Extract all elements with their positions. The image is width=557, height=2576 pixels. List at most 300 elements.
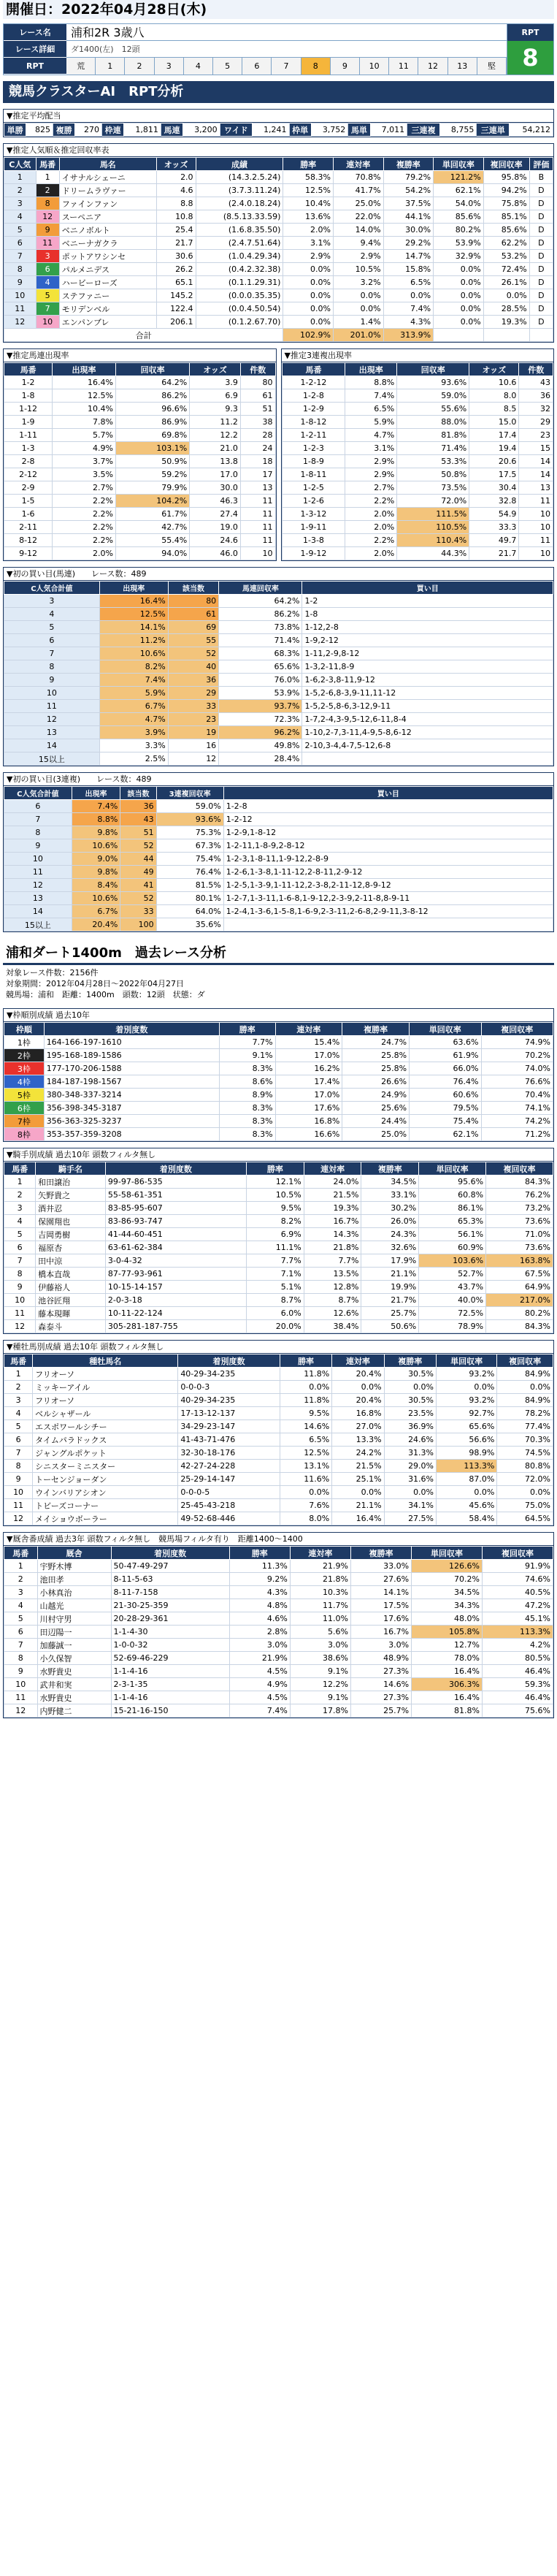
table-cell: 17.4% — [275, 1075, 342, 1089]
table-cell: 84.9% — [497, 1368, 553, 1381]
table-row — [4, 660, 553, 674]
col-header: 騎手名 — [36, 1162, 106, 1175]
table-cell: 17.0 — [190, 468, 241, 481]
buy1-table — [4, 581, 553, 766]
table-cell: 14.3% — [304, 1228, 361, 1241]
table-cell: 5.1% — [246, 1281, 304, 1294]
table-cell: ドリームラヴァー — [59, 184, 156, 197]
table-cell: 96.2% — [219, 726, 302, 739]
table-cell: 23 — [168, 713, 218, 726]
table-cell: 20.0% — [246, 1320, 304, 1333]
table-cell: 8枠 — [4, 1128, 45, 1141]
table-cell: 52 — [168, 647, 218, 660]
table-cell: 11 — [4, 1499, 33, 1512]
table-cell: 24.9% — [342, 1089, 410, 1102]
table-cell: 75.6% — [483, 1704, 553, 1718]
table-row — [4, 389, 276, 403]
table-row — [4, 442, 276, 455]
table-cell: 62.2% — [483, 237, 529, 250]
table-cell: 25.1% — [332, 1473, 384, 1486]
table-row — [4, 1175, 553, 1189]
jockey-header: ▼騎手別成績 過去10年 頭数フィルタ無し — [4, 1148, 553, 1162]
table-cell: 19 — [168, 726, 218, 739]
buy1-section — [3, 567, 554, 766]
table-row — [4, 495, 276, 508]
table-cell: 1.4% — [333, 316, 383, 329]
table-cell: 4 — [4, 1599, 38, 1612]
table-cell: 10.3% — [290, 1586, 350, 1599]
table-row — [4, 866, 553, 879]
table-cell: 12 — [168, 752, 218, 766]
table-cell: 19.3% — [304, 1202, 361, 1215]
table-cell: 6 — [4, 237, 37, 250]
table-cell: 111.5% — [397, 508, 469, 521]
table-cell: 36.9% — [384, 1420, 436, 1433]
table-cell: 80 — [240, 376, 275, 389]
table-cell: 25.0% — [333, 197, 383, 210]
table-cell: 41-44-60-451 — [105, 1228, 246, 1241]
table-cell: 3 — [4, 1202, 36, 1215]
table-row — [4, 1665, 553, 1678]
table-cell: 24.4% — [342, 1115, 410, 1128]
table-cell: 9 — [36, 224, 59, 237]
table-cell: 4.7% — [99, 713, 168, 726]
table-cell: 10.6% — [99, 647, 168, 660]
table-row — [4, 1612, 553, 1626]
payout-label: 三連単 — [477, 123, 510, 137]
table-row — [4, 1599, 553, 1612]
table-row — [4, 892, 553, 905]
table-cell: 86.2% — [219, 608, 302, 621]
table-cell: 11 — [240, 521, 275, 534]
table-cell: イサナルシェーニ — [59, 171, 156, 184]
table-cell: フリオーソ — [33, 1368, 178, 1381]
table-cell: 50.9% — [115, 455, 189, 468]
table-cell: 8.2% — [246, 1215, 304, 1228]
table-cell: (0.0.4.50.54) — [196, 302, 283, 316]
table-cell: 69 — [168, 621, 218, 634]
table-cell: 11 — [519, 495, 553, 508]
table-cell: 74.9% — [481, 1036, 553, 1049]
col-header: 勝率 — [246, 1162, 304, 1175]
meta-conditions: 競馬場：浦和 距離：1400m 頭数：12頭 状態：ダ — [6, 990, 205, 999]
table-row — [4, 713, 553, 726]
table-cell: D — [529, 224, 553, 237]
table-cell: 44.1% — [383, 210, 434, 224]
col-header: 複回収率 — [483, 1547, 553, 1560]
table-cell: 6.0% — [246, 1307, 304, 1320]
table-cell: 3 — [4, 197, 37, 210]
table-cell: 7.6% — [280, 1499, 331, 1512]
table-cell: 73.2% — [486, 1202, 553, 1215]
table-cell: 6.7% — [99, 700, 168, 713]
table-row — [4, 1128, 553, 1141]
table-cell: 36 — [168, 674, 218, 687]
table-cell: 12.5% — [99, 608, 168, 621]
table-cell: 53.9% — [434, 237, 484, 250]
table-cell: 74.0% — [481, 1062, 553, 1075]
table-cell: 73.5% — [397, 481, 469, 495]
table-cell: 10.6 — [469, 376, 519, 389]
sanrenpuku-table — [282, 362, 554, 560]
table-cell: 5.6% — [290, 1626, 350, 1639]
table-cell: 2.7% — [345, 481, 397, 495]
table-cell: 4枠 — [4, 1075, 45, 1089]
table-cell: 11.2 — [190, 416, 241, 429]
payout-value: 1,241 — [252, 123, 289, 137]
table-row — [4, 647, 553, 660]
table-row — [4, 1062, 553, 1075]
rpt-scale-cell: 1 — [96, 58, 125, 75]
table-cell: 12.6% — [304, 1307, 361, 1320]
rpt-scale-cell: 荒 — [66, 58, 96, 75]
table-cell: 21.8% — [290, 1573, 350, 1586]
table-cell: 矢野貴之 — [36, 1189, 106, 1202]
table-cell: 1-2-3 — [282, 442, 345, 455]
table-cell: 13 — [4, 892, 72, 905]
table-cell: 7.4% — [229, 1704, 290, 1718]
table-row — [4, 1460, 553, 1473]
table-cell: 34.1% — [384, 1499, 436, 1512]
table-cell: 6.5% — [383, 276, 434, 289]
rpt-scale-cell: 3 — [155, 58, 184, 75]
table-cell: 32 — [519, 403, 553, 416]
table-cell: 36 — [120, 800, 156, 813]
table-cell: 35.6% — [156, 918, 223, 931]
table-cell: 10 — [240, 547, 275, 560]
table-row — [4, 1189, 553, 1202]
buy2-table — [4, 786, 553, 931]
col-header: 連対率 — [275, 1023, 342, 1036]
table-cell: 56.6% — [437, 1433, 497, 1447]
table-cell: 1-0-0-32 — [111, 1639, 229, 1652]
table-cell: 1-8 — [4, 389, 53, 403]
table-cell: 8.8% — [345, 376, 397, 389]
table-cell: 8.7% — [304, 1294, 361, 1307]
table-cell: 1-9 — [4, 416, 53, 429]
table-cell: 7.4% — [99, 674, 168, 687]
col-header: 複勝率 — [342, 1023, 410, 1036]
table-cell: 10 — [4, 1486, 33, 1499]
table-cell: 1-5,2-6,8-3,9-11,11-12 — [302, 687, 553, 700]
rpt-scale-cell: 9 — [331, 58, 360, 75]
table-cell: 104.2% — [115, 495, 189, 508]
table-cell: 1-8 — [302, 608, 553, 621]
table-cell: 12.8% — [304, 1281, 361, 1294]
table-cell: 55.6% — [397, 403, 469, 416]
avg-payout-section — [3, 109, 554, 137]
table-cell: 356-398-345-3187 — [44, 1102, 219, 1115]
table-cell: 126.6% — [412, 1560, 483, 1573]
table-row — [4, 1407, 553, 1420]
table-cell: 30.6 — [156, 250, 196, 263]
table-cell: 53.2% — [483, 250, 529, 263]
table-cell: 4.5% — [229, 1665, 290, 1678]
table-row — [4, 276, 553, 289]
table-cell: 353-357-359-3208 — [44, 1128, 219, 1141]
table-cell: 13 — [240, 481, 275, 495]
table-cell: 1枠 — [4, 1036, 45, 1049]
table-cell: 1-1-4-16 — [111, 1665, 229, 1678]
table-cell: 61 — [240, 389, 275, 403]
table-cell: 75.4% — [156, 853, 223, 866]
table-cell: 55-58-61-351 — [105, 1189, 246, 1202]
table-cell: 51 — [120, 826, 156, 839]
col-header: 単回収率 — [434, 158, 484, 171]
table-cell: 21.7 — [156, 237, 196, 250]
col-header: 種牡馬名 — [33, 1354, 178, 1368]
table-cell: 9-12 — [4, 547, 53, 560]
col-header: 馬番 — [36, 158, 59, 171]
table-cell: 27.5% — [384, 1512, 436, 1525]
table-cell: 酒井忍 — [36, 1202, 106, 1215]
table-cell: 17.4 — [469, 429, 519, 442]
table-cell: 76.0% — [219, 674, 302, 687]
table-cell: 7.1% — [246, 1268, 304, 1281]
table-cell: 84.9% — [497, 1394, 553, 1407]
table-cell: 0.0% — [333, 302, 383, 316]
table-cell: 3.3% — [99, 739, 168, 752]
table-cell: D — [529, 210, 553, 224]
table-cell: 14 — [4, 905, 72, 918]
table-cell: 8 — [4, 1268, 36, 1281]
table-cell: 8-11-5-63 — [111, 1573, 229, 1586]
table-cell: 75.3% — [156, 826, 223, 839]
col-header: 勝率 — [283, 158, 334, 171]
table-cell: ステファニー — [59, 289, 156, 302]
col-header: 買い目 — [302, 582, 553, 595]
table-cell: 0.0% — [497, 1381, 553, 1394]
table-cell: 福原杏 — [36, 1241, 106, 1254]
table-row — [4, 1115, 553, 1128]
table-cell: 49-52-68-446 — [178, 1512, 280, 1525]
payout-label: 単勝 — [4, 123, 26, 137]
table-cell: 25.8% — [342, 1062, 410, 1075]
table-cell: 8.8% — [72, 813, 120, 826]
table-cell: 24.6% — [384, 1433, 436, 1447]
table-cell: 7 — [4, 1254, 36, 1268]
table-cell: 16.4% — [53, 376, 116, 389]
table-cell: 24.0% — [304, 1175, 361, 1189]
table-cell: 34.5% — [361, 1175, 419, 1189]
table-cell: 29 — [519, 416, 553, 429]
table-row — [4, 700, 553, 713]
table-cell: 43 — [519, 376, 553, 389]
table-row — [4, 1307, 553, 1320]
table-cell: 9.3 — [190, 403, 241, 416]
table-cell: 80.2% — [486, 1307, 553, 1320]
table-cell: 和田譲治 — [36, 1175, 106, 1189]
table-cell: 6 — [4, 1626, 38, 1639]
table-cell: 92.7% — [437, 1407, 497, 1420]
table-cell: 72.5% — [419, 1307, 486, 1320]
table-cell: 7 — [4, 1639, 38, 1652]
table-cell: 80 — [168, 595, 218, 608]
table-cell: D — [529, 263, 553, 276]
table-cell: 30.5% — [384, 1394, 436, 1407]
table-cell: 5.7% — [53, 429, 116, 442]
table-cell: 86.1% — [419, 1202, 486, 1215]
payout-label: 複勝 — [53, 123, 75, 137]
table-row — [4, 608, 553, 621]
table-cell: 5 — [4, 1228, 36, 1241]
rpt-scale-cell: 12 — [418, 58, 447, 75]
table-cell: 9 — [4, 1281, 36, 1294]
table-cell: 1-9-11 — [282, 521, 345, 534]
table-cell: 20-28-29-361 — [111, 1612, 229, 1626]
table-cell: 11 — [4, 302, 37, 316]
table-row — [4, 237, 553, 250]
payout-label: 枠連 — [102, 123, 124, 137]
table-cell: 7.4% — [72, 800, 120, 813]
table-cell: 17.6% — [350, 1612, 411, 1626]
umaren-section — [3, 348, 277, 561]
table-row — [282, 442, 553, 455]
table-cell: 5 — [4, 1612, 38, 1626]
col-header: 単回収率 — [412, 1547, 483, 1560]
table-cell: 29.2% — [383, 237, 434, 250]
table-cell: 13 — [4, 726, 100, 739]
table-cell: 80.1% — [156, 892, 223, 905]
table-cell: 30.2% — [361, 1202, 419, 1215]
table-cell: 0-0-0-5 — [178, 1486, 280, 1499]
table-cell: 24.2% — [332, 1447, 384, 1460]
table-cell: 49.8% — [219, 739, 302, 752]
table-row — [4, 1228, 553, 1241]
table-cell: (8.5.13.33.59) — [196, 210, 283, 224]
rpt-scale-cell: 8 — [301, 58, 331, 75]
table-cell: 2.2% — [345, 534, 397, 547]
table-cell: 24.7% — [342, 1036, 410, 1049]
table-cell: 7.7% — [304, 1254, 361, 1268]
table-cell: 27.6% — [350, 1573, 411, 1586]
table-cell: 75.8% — [483, 197, 529, 210]
table-cell: 21.7 — [469, 547, 519, 560]
table-row — [4, 1036, 553, 1049]
table-cell: 0.0% — [332, 1486, 384, 1499]
table-cell: 4.7% — [345, 429, 397, 442]
col-header: 着別度数 — [44, 1023, 219, 1036]
table-cell: (3.7.3.11.24) — [196, 184, 283, 197]
table-cell: 1 — [4, 1175, 36, 1189]
table-cell: 16.6% — [275, 1128, 342, 1141]
table-cell: 3.2% — [333, 276, 383, 289]
table-cell: 3.1% — [283, 237, 334, 250]
table-cell: 4.9% — [229, 1678, 290, 1691]
table-row — [4, 621, 553, 634]
table-cell: 8.3% — [220, 1115, 275, 1128]
table-cell: D — [529, 197, 553, 210]
table-cell: 46.3 — [190, 495, 241, 508]
table-cell: 3 — [4, 595, 100, 608]
table-row — [4, 595, 553, 608]
table-cell: 81.8% — [412, 1704, 483, 1718]
table-row — [4, 250, 553, 263]
table-cell: 4.3% — [383, 316, 434, 329]
table-cell: 21.9% — [229, 1652, 290, 1665]
table-cell: 63.6% — [410, 1036, 481, 1049]
table-cell: 46.4% — [483, 1691, 553, 1704]
table-cell: 177-170-206-1588 — [44, 1062, 219, 1075]
table-cell: 46.0 — [190, 547, 241, 560]
table-cell: 0.0% — [283, 276, 334, 289]
table-cell: 50-47-49-297 — [111, 1560, 229, 1573]
rpt-label: RPT — [4, 58, 66, 75]
empty-cell — [434, 329, 484, 342]
table-row — [4, 263, 553, 276]
table-cell: 2 — [4, 1573, 38, 1586]
table-cell: 49 — [120, 866, 156, 879]
race-detail: ダ1400(左) 12頭 — [66, 41, 507, 58]
table-cell: 74.1% — [481, 1102, 553, 1115]
trainer-header: ▼厩舎番成績 過去3年 頭数フィルタ無し 競馬場フィルタ有り 距離1400～1400 — [4, 1533, 553, 1546]
table-cell: 7 — [4, 647, 100, 660]
table-cell: 24.6 — [190, 534, 241, 547]
table-cell: 78.2% — [497, 1407, 553, 1420]
table-cell: 60.8% — [419, 1189, 486, 1202]
table-cell: 25.0% — [342, 1128, 410, 1141]
table-cell: 59.2% — [115, 468, 189, 481]
table-cell: 0.0% — [434, 302, 484, 316]
col-header: 出現率 — [345, 363, 397, 376]
table-cell: 184-187-198-1567 — [44, 1075, 219, 1089]
table-cell: 25.7% — [361, 1307, 419, 1320]
table-cell: D — [529, 184, 553, 197]
col-header: 馬番 — [4, 363, 53, 376]
table-cell: 12 — [4, 1704, 38, 1718]
umaren-header: ▼推定馬連出現率 — [4, 349, 276, 362]
rpt-value: 8 — [507, 41, 553, 75]
sanrenpuku-header: ▼推定3連複出現率 — [282, 349, 554, 362]
table-cell: 25.6% — [342, 1102, 410, 1115]
table-cell: 0.0% — [283, 316, 334, 329]
table-cell: 113.3% — [483, 1626, 553, 1639]
table-cell: D — [529, 237, 553, 250]
rpt-scale-cell: 7 — [272, 58, 301, 75]
table-cell: 58.3% — [283, 171, 334, 184]
table-cell: 71.4% — [397, 442, 469, 455]
table-cell: 64.5% — [497, 1512, 553, 1525]
avg-payout-table — [4, 123, 553, 137]
table-cell: 9 — [4, 1665, 38, 1678]
table-cell: 6 — [4, 1433, 33, 1447]
col-header: 厩舎 — [37, 1547, 111, 1560]
table-cell: 11.8% — [280, 1368, 331, 1381]
table-cell: 1-9-12 — [282, 547, 345, 560]
table-row — [4, 1202, 553, 1215]
table-cell: 17.0% — [275, 1049, 342, 1062]
table-cell: 1-2 — [302, 595, 553, 608]
table-cell: 50.8% — [397, 468, 469, 481]
table-row — [4, 726, 553, 739]
table-row — [4, 800, 553, 813]
table-row — [282, 403, 553, 416]
table-cell: 88.0% — [397, 416, 469, 429]
table-cell: 1-11,2-9,8-12 — [302, 647, 553, 660]
table-cell: ハービーローズ — [59, 276, 156, 289]
ninki-header: ▼推定人気順＆推定回収率表 — [4, 144, 553, 157]
table-row — [282, 495, 553, 508]
table-cell: 田中涼 — [36, 1254, 106, 1268]
col-header: 馬名 — [59, 158, 156, 171]
table-cell: 27.0% — [332, 1420, 384, 1433]
table-cell: 38.4% — [304, 1320, 361, 1333]
table-cell: 15.0 — [469, 416, 519, 429]
table-cell: 2-12 — [4, 468, 53, 481]
table-cell: 9.5% — [246, 1202, 304, 1215]
table-row — [4, 1573, 553, 1586]
table-cell: 20.6 — [469, 455, 519, 468]
